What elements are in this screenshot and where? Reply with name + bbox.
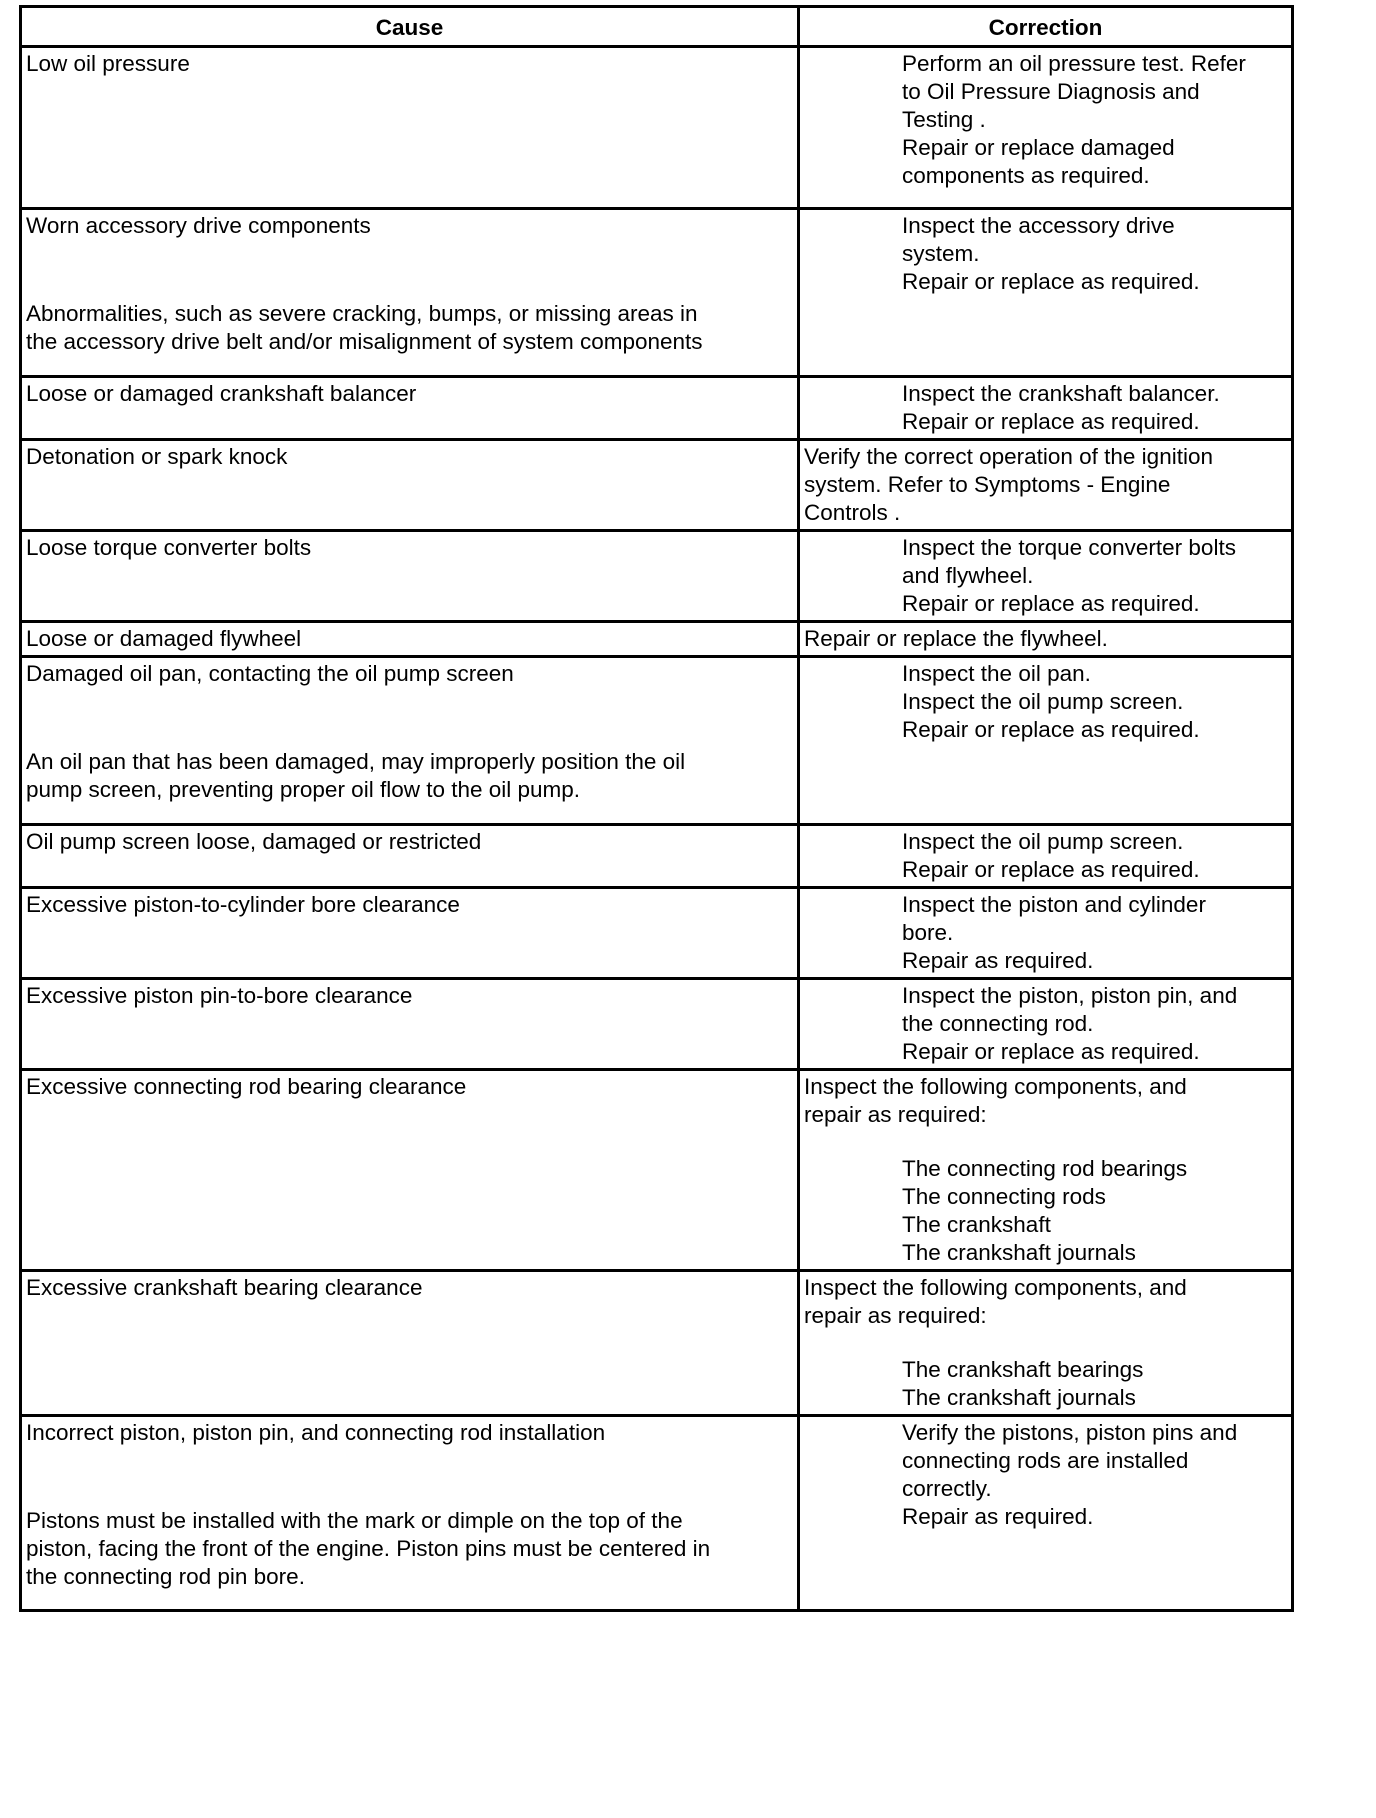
correction-text: The crankshaft journals (902, 1385, 1136, 1410)
correction-cell (799, 47, 1293, 209)
correction-intro-text: repair as required: (804, 1102, 987, 1127)
correction-text: Inspect the accessory drive (902, 213, 1175, 238)
correction-text: Repair or replace as required. (902, 269, 1200, 294)
table-row (21, 440, 1293, 531)
table-row (21, 1416, 1293, 1611)
cause-cell (21, 1416, 799, 1611)
correction-text: Testing . (902, 107, 986, 132)
table-row (21, 209, 1293, 377)
cause-note-text: An oil pan that has been damaged, may improperly position the oil (26, 749, 686, 774)
correction-text: bore. (902, 920, 954, 945)
cause-note-text: Pistons must be installed with the mark or dimple on the top of the (26, 1508, 683, 1533)
cause-text: Excessive connecting rod bearing clearance (26, 1074, 467, 1099)
cause-cell (21, 622, 799, 657)
correction-text: Repair or replace damaged (902, 135, 1175, 160)
correction-cell (799, 531, 1293, 622)
correction-text: the connecting rod. (902, 1011, 1094, 1036)
correction-text: Inspect the piston, piston pin, and (902, 983, 1238, 1008)
correction-intro-text: Verify the correct operation of the ignition (804, 444, 1213, 469)
header-row (21, 7, 1293, 47)
cause-cell (21, 979, 799, 1070)
correction-text: Inspect the piston and cylinder (902, 892, 1206, 917)
cause-text: Excessive piston pin-to-bore clearance (26, 983, 413, 1008)
correction-cell (799, 825, 1293, 888)
cause-cell (21, 1271, 799, 1416)
correction-text: Inspect the crankshaft balancer. (902, 381, 1220, 406)
correction-cell (799, 657, 1293, 825)
correction-text: The crankshaft bearings (902, 1357, 1144, 1382)
correction-cell (799, 888, 1293, 979)
correction-text: Perform an oil pressure test. Refer (902, 51, 1246, 76)
correction-cell (799, 440, 1293, 531)
spacer (26, 688, 793, 748)
cause-text: Loose or damaged flywheel (26, 626, 302, 651)
cause-cell (21, 209, 799, 377)
correction-text: Repair or replace as required. (902, 409, 1200, 434)
correction-intro-text: Controls . (804, 500, 901, 525)
cause-cell (21, 377, 799, 440)
cause-cell (21, 1070, 799, 1271)
correction-text: The connecting rods (902, 1184, 1106, 1209)
spacer (804, 1330, 1287, 1356)
cause-cell (21, 531, 799, 622)
correction-text: The connecting rod bearings (902, 1156, 1188, 1181)
correction-intro-text: system. Refer to Symptoms - Engine (804, 472, 1171, 497)
cause-text: Excessive crankshaft bearing clearance (26, 1275, 423, 1300)
correction-cell (799, 1416, 1293, 1611)
cause-cell (21, 657, 799, 825)
header-cause: Cause (21, 7, 799, 47)
cause-cell (21, 888, 799, 979)
cause-note-text: piston, facing the front of the engine. Piston pins must be centered in (26, 1536, 711, 1561)
table-row (21, 531, 1293, 622)
table-row (21, 622, 1293, 657)
correction-intro-text: Inspect the following components, and (804, 1275, 1187, 1300)
cause-text: Damaged oil pan, contacting the oil pump screen (26, 661, 514, 686)
correction-text: Verify the pistons, piston pins and (902, 1420, 1238, 1445)
correction-text: components as required. (902, 163, 1150, 188)
correction-cell (799, 979, 1293, 1070)
cause-text: Oil pump screen loose, damaged or restricted (26, 829, 482, 854)
cause-text: Loose or damaged crankshaft balancer (26, 381, 417, 406)
correction-text: Inspect the oil pump screen. (902, 689, 1184, 714)
correction-cell (799, 377, 1293, 440)
correction-text: connecting rods are installed (902, 1448, 1189, 1473)
cause-text: Loose torque converter bolts (26, 535, 312, 560)
table-body (21, 47, 1293, 1611)
cause-note-text: the connecting rod pin bore. (26, 1564, 305, 1589)
correction-text: to Oil Pressure Diagnosis and (902, 79, 1200, 104)
correction-cell (799, 622, 1293, 657)
diagnostic-table (19, 5, 1294, 1612)
correction-text: correctly. (902, 1476, 992, 1501)
table-row (21, 377, 1293, 440)
cause-text: Low oil pressure (26, 51, 190, 76)
cause-text: Detonation or spark knock (26, 444, 288, 469)
correction-text: Repair or replace as required. (902, 717, 1200, 742)
table-row (21, 47, 1293, 209)
correction-text: The crankshaft (902, 1212, 1051, 1237)
spacer (26, 1447, 793, 1507)
correction-cell (799, 1070, 1293, 1271)
table-row (21, 888, 1293, 979)
correction-cell (799, 1271, 1293, 1416)
header-correction: Correction (799, 7, 1293, 47)
correction-text: Inspect the oil pan. (902, 661, 1091, 686)
correction-text: Repair or replace as required. (902, 591, 1200, 616)
correction-cell (799, 209, 1293, 377)
cause-text: Excessive piston-to-cylinder bore clearance (26, 892, 460, 917)
correction-intro-text: Inspect the following components, and (804, 1074, 1187, 1099)
correction-text: and flywheel. (902, 563, 1034, 588)
correction-text: Inspect the torque converter bolts (902, 535, 1236, 560)
table-row (21, 657, 1293, 825)
correction-text: The crankshaft journals (902, 1240, 1136, 1265)
table-row (21, 979, 1293, 1070)
cause-text: Incorrect piston, piston pin, and connecting rod installation (26, 1420, 606, 1445)
cause-text: Worn accessory drive components (26, 213, 371, 238)
correction-text: Inspect the oil pump screen. (902, 829, 1184, 854)
table-row (21, 1070, 1293, 1271)
correction-text: system. (902, 241, 980, 266)
cause-cell (21, 440, 799, 531)
cause-cell (21, 47, 799, 209)
table-row (21, 1271, 1293, 1416)
table-row (21, 825, 1293, 888)
correction-text: Repair as required. (902, 948, 1094, 973)
correction-intro-text: repair as required: (804, 1303, 987, 1328)
correction-intro-text: Repair or replace the flywheel. (804, 626, 1108, 651)
correction-text: Repair or replace as required. (902, 1039, 1200, 1064)
correction-text: Repair or replace as required. (902, 857, 1200, 882)
cause-cell (21, 825, 799, 888)
spacer (804, 1129, 1287, 1155)
correction-text: Repair as required. (902, 1504, 1094, 1529)
spacer (26, 240, 793, 300)
cause-note-text: pump screen, preventing proper oil flow to the oil pump. (26, 777, 581, 802)
cause-note-text: the accessory drive belt and/or misalignment of system components (26, 329, 703, 354)
cause-note-text: Abnormalities, such as severe cracking, bumps, or missing areas in (26, 301, 698, 326)
